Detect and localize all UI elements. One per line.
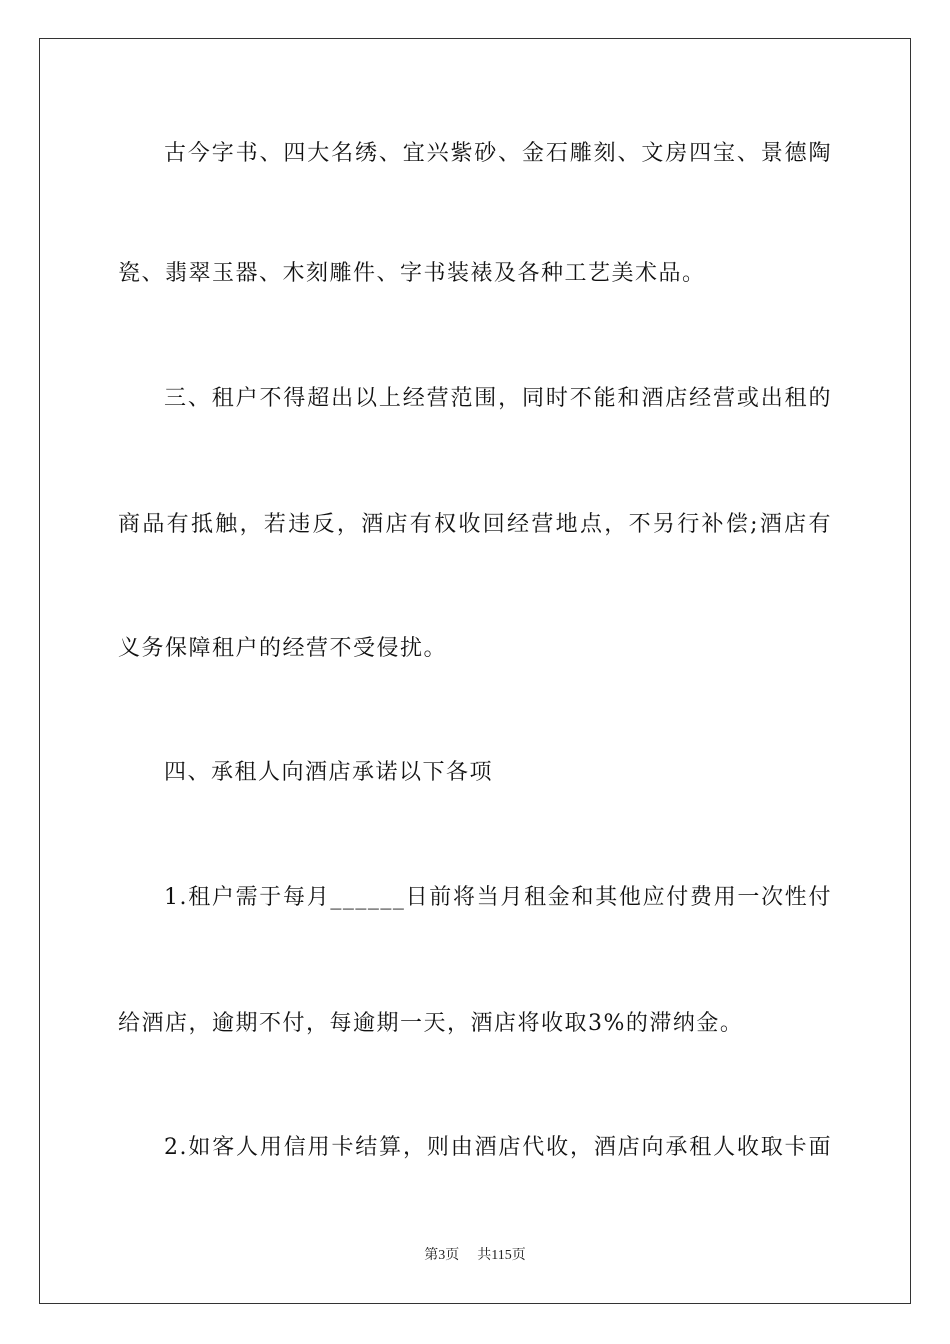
- paragraph-line-2: 瓷、翡翠玉器、木刻雕件、字书装裱及各种工艺美术品。: [118, 261, 706, 286]
- paragraph-line-7: 1.租户需于每月______日前将当月租金和其他应付费用一次性付: [164, 885, 832, 910]
- section-heading-four: 四、承租人向酒店承诺以下各项: [164, 760, 494, 785]
- paragraph-line-1: 古今字书、四大名绣、宜兴紫砂、金石雕刻、文房四宝、景德陶: [164, 141, 832, 166]
- paragraph-line-5: 义务保障租户的经营不受侵扰。: [118, 636, 448, 661]
- page-footer: [0, 1246, 950, 1266]
- total-pages: 共115页: [477, 1248, 526, 1263]
- paragraph-line-9: 2.如客人用信用卡结算，则由酒店代收，酒店向承租人收取卡面: [164, 1135, 832, 1160]
- paragraph-line-4: 商品有抵触，若违反，酒店有权收回经营地点，不另行补偿;酒店有: [118, 512, 832, 537]
- page-frame: [39, 38, 911, 1304]
- page-number: 第3页: [424, 1248, 460, 1263]
- paragraph-line-8: 给酒店，逾期不付，每逾期一天，酒店将收取3%的滞纳金。: [118, 1011, 744, 1036]
- paragraph-line-3: 三、租户不得超出以上经营范围，同时不能和酒店经营或出租的: [164, 386, 832, 411]
